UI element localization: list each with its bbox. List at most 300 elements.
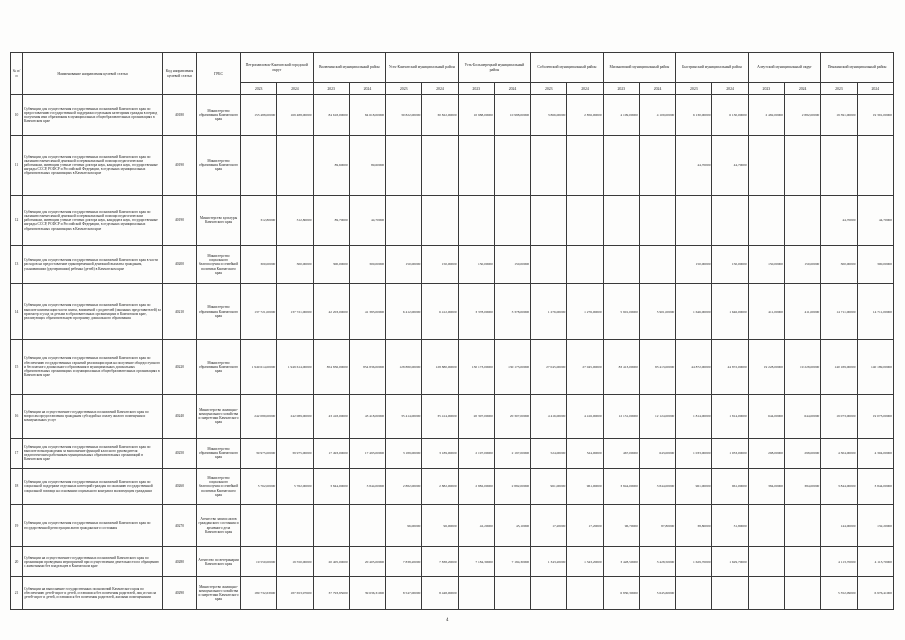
row-value: 17 493,00000 [349, 438, 385, 468]
row-value: 1 814,00000 [676, 394, 712, 438]
row-value: 3 378,00000 [494, 284, 530, 340]
header-region: Петропавловск-Камчатский городской округ [241, 53, 314, 83]
row-value: 3 189,00000 [386, 438, 422, 468]
row-grbs: Агентство по ветеринарии Камчатского края [197, 547, 241, 577]
row-value: 312,80000 [241, 195, 277, 245]
row-value: 242 089,00000 [241, 394, 277, 438]
row-name: Субвенции для осуществления государственных полномочий Камчатского края по предоставлению государственной поддержки отдельным категориям граждан в период получения ими образования в муниципальных общеобразовательных организациях в Камчатском крае [23, 95, 163, 135]
row-value: 6 130,00000 [712, 95, 748, 135]
row-value: 44,70000 [676, 135, 712, 195]
row-value: 7 184,30000 [458, 547, 494, 577]
row-value: 300,00000 [821, 245, 857, 283]
row-value: 20 307,00000 [458, 394, 494, 438]
row-value: 5 645,60000 [639, 577, 675, 609]
row-value: 130 173,00000 [458, 340, 494, 394]
row-value: 7 838,20000 [386, 547, 422, 577]
row-value: 43 418,00000 [349, 394, 385, 438]
header-year: 2023 [748, 83, 784, 95]
row-name: Субвенции на осуществление государственных полномочий Камчатского края по организации проведения мероприятий при осуществлении деятельности по обращению с животными без владельцев в Камчатском крае [23, 547, 163, 577]
row-value: 19 228,00000 [748, 340, 784, 394]
row-value [748, 135, 784, 195]
row-value: 96,00000 [422, 505, 458, 547]
row-value [241, 505, 277, 547]
row-value: 644,00000 [784, 394, 820, 438]
row-value [458, 195, 494, 245]
row-value [422, 195, 458, 245]
row-value: 300,00000 [349, 245, 385, 283]
row-value: 524,00000 [567, 438, 603, 468]
row-value [494, 195, 530, 245]
row-value: 7 184,30000 [494, 547, 530, 577]
row-value: 150,00000 [748, 245, 784, 283]
row-name: Субвенции для осуществления государственных полномочий Камчатского края в части расходов на предоставление единовременной денежной выплаты гражданам, усыновившим (удочерившим) ребенка (детей) в Камчатском крае [23, 245, 163, 283]
row-value: 411,00000 [784, 284, 820, 340]
header-region: Пенжинский муниципальный район [821, 53, 894, 83]
row-code: 40290 [163, 577, 197, 609]
row-code: 40280 [163, 547, 197, 577]
row-value: 27 045,00000 [531, 340, 567, 394]
row-value: 524,00000 [531, 438, 567, 468]
row-value [567, 135, 603, 195]
budget-table [10, 52, 894, 610]
row-value: 4 109,00000 [639, 95, 675, 135]
row-value: 3 844,00000 [349, 468, 385, 504]
header-year: 2023 [676, 83, 712, 95]
row-value: 84 618,00000 [313, 95, 349, 135]
row-value: 44 872,00000 [676, 340, 712, 394]
header-year: 2024 [857, 83, 893, 95]
row-number: 16 [11, 394, 23, 438]
row-code: 40190 [163, 135, 197, 195]
row-value [313, 505, 349, 547]
row-value: 5 762,00000 [241, 468, 277, 504]
row-value: 44,70000 [349, 195, 385, 245]
row-value: 384,00000 [748, 468, 784, 504]
row-value [241, 135, 277, 195]
row-value [277, 135, 313, 195]
row-name: Субвенции на выполнение государственных полномочий Камчатского края по обеспечению детей-сирот и детей, оставшихся без попечения родителей, лиц из числа детей-сирот и детей, оставшихся без попечения родителей, жилыми помещениями [23, 577, 163, 609]
row-value: 1 629,70000 [676, 547, 712, 577]
row-value: 1 343,20000 [567, 547, 603, 577]
row-value: 298,00000 [748, 438, 784, 468]
row-value: 10 988,00000 [494, 95, 530, 135]
row-value: 35 414,00000 [422, 394, 458, 438]
page-number: 4 [446, 618, 449, 623]
row-value: 150,00000 [386, 245, 422, 283]
row-value: 1 629,70000 [712, 547, 748, 577]
row-value: 44 872,00000 [712, 340, 748, 394]
row-value [458, 577, 494, 609]
row-name: Субвенции для осуществления государственных полномочий Камчатского края по оказанию ежемесячной денежной и первоначальной помощи педагогическим работникам, имеющим ученые степени доктора наук, кандидата наук, государственные награды СССР, РСФСР и Российской Федерации, в отдельных муниципальных образовательных организациях в Камчатском крае [23, 195, 163, 245]
header-year: 2024 [349, 83, 385, 95]
row-value [603, 195, 639, 245]
row-value: 1 646,00000 [712, 284, 748, 340]
table-row [11, 95, 894, 135]
row-value [784, 135, 820, 195]
row-value [277, 505, 313, 547]
row-code: 40250 [163, 438, 197, 468]
row-value: 961,00000 [712, 468, 748, 504]
row-value: 4 304,00000 [857, 438, 893, 468]
row-value: 5 352,09000 [821, 577, 857, 609]
row-value: 411,00000 [748, 284, 784, 340]
row-value [676, 577, 712, 609]
row-value: 12 124,00000 [639, 394, 675, 438]
row-value: 20 405,00000 [313, 547, 349, 577]
row-value [712, 577, 748, 609]
row-grbs: Агентство записи актов гражданского состояния и архивного дела Камчатского края [197, 505, 241, 547]
row-value: 300,00000 [313, 245, 349, 283]
row-value: 96,00000 [386, 505, 422, 547]
row-value: 39 975,00000 [241, 438, 277, 468]
row-value: 961,00000 [567, 468, 603, 504]
header-region: Мильковский муниципальный район [603, 53, 676, 83]
row-value: 6 412,00000 [386, 284, 422, 340]
row-value: 89,60000 [313, 135, 349, 195]
row-value: 189 732,63900 [241, 577, 277, 609]
row-value [857, 135, 893, 195]
row-name: Субвенции для осуществления государственных полномочий Камчатского края по государственной регистрации актов гражданского состояния [23, 505, 163, 547]
row-value [603, 135, 639, 195]
header-name: Наименование направления целевой статьи [23, 53, 163, 95]
row-value [748, 577, 784, 609]
row-name: Субвенции для осуществления государственных полномочий Камчатского края по социальной поддержке отдельных категорий граждан по оказанию государственной социальной помощи на основании социального контракта малоимущим гражданам [23, 468, 163, 504]
row-number: 19 [11, 505, 23, 547]
header-year: 2023 [603, 83, 639, 95]
row-value: 19 391,00000 [857, 95, 893, 135]
row-value: 467,00000 [603, 438, 639, 468]
table-row [11, 284, 894, 340]
row-value [386, 195, 422, 245]
row-value: 12 131,00000 [603, 394, 639, 438]
header-code: Код направления целевой статьи [163, 53, 197, 95]
row-value: 19 391,00000 [821, 95, 857, 135]
row-value: 41 383,00000 [349, 284, 385, 340]
row-value: 298,00000 [784, 438, 820, 468]
row-code: 40270 [163, 505, 197, 547]
header-year: 2024 [567, 83, 603, 95]
row-value: 2 197,00000 [458, 438, 494, 468]
row-value: 45,10000 [494, 505, 530, 547]
row-value: 42,20000 [458, 505, 494, 547]
header-region: Усть-Камчатский муниципальный район [386, 53, 459, 83]
row-code: 40220 [163, 340, 197, 394]
row-value [784, 547, 820, 577]
row-value: 300,00000 [857, 245, 893, 283]
row-value: 130 173,00000 [494, 340, 530, 394]
row-value: 132,20000 [857, 505, 893, 547]
table-row [11, 135, 894, 195]
row-value: 169 488,00000 [277, 95, 313, 135]
table-row [11, 195, 894, 245]
row-value: 153 488,00000 [241, 95, 277, 135]
row-value: 89,70000 [313, 195, 349, 245]
row-value: 19 228,00000 [784, 340, 820, 394]
row-value: 144,00000 [821, 505, 857, 547]
row-value [821, 135, 857, 195]
row-value: 1 646,00000 [676, 284, 712, 340]
row-grbs: Министерство образования Камчатского края [197, 340, 241, 394]
header-year: 2023 [313, 83, 349, 95]
row-value: 300,00000 [277, 245, 313, 283]
row-value: 2 197,00000 [494, 438, 530, 468]
row-value: 140 189,00000 [857, 340, 893, 394]
row-number: 20 [11, 547, 23, 577]
row-code: 40200 [163, 245, 197, 283]
row-value [458, 135, 494, 195]
row-value [531, 135, 567, 195]
row-value: 5 901,00000 [639, 284, 675, 340]
row-value: 4 109,00000 [603, 95, 639, 135]
row-value [676, 195, 712, 245]
row-value [712, 195, 748, 245]
row-number: 10 [11, 95, 23, 135]
row-value: 17,20000 [531, 505, 567, 547]
row-value: 3 189,00000 [422, 438, 458, 468]
row-value: 1 033,00000 [712, 438, 748, 468]
row-value: 89,60000 [349, 135, 385, 195]
header-region: Алеутский муниципальный округ [748, 53, 821, 83]
row-value: 854 836,00000 [313, 340, 349, 394]
row-value: 4 416,00000 [567, 394, 603, 438]
header-region: Быстринский муниципальный район [676, 53, 749, 83]
row-value: 4 113,70000 [821, 547, 857, 577]
header-year: 2023 [821, 83, 857, 95]
table-row [11, 340, 894, 394]
row-value [639, 135, 675, 195]
row-value [784, 577, 820, 609]
table-row [11, 505, 894, 547]
row-value: 19 073,00000 [857, 394, 893, 438]
header-region: Вилючинский муниципальный район [313, 53, 386, 83]
row-grbs: Министерство образования Камчатского края [197, 284, 241, 340]
table-row [11, 547, 894, 577]
row-value: 3 844,00000 [603, 468, 639, 504]
row-value: 27 045,00000 [567, 340, 603, 394]
row-value: 6 976,41000 [857, 577, 893, 609]
row-value: 150,00000 [494, 245, 530, 283]
header-year: 2023 [386, 83, 422, 95]
row-value: 14 711,00000 [857, 284, 893, 340]
row-code: 40190 [163, 195, 197, 245]
row-value [531, 195, 567, 245]
row-value: 3 378,00000 [458, 284, 494, 340]
row-value: 19 073,00000 [821, 394, 857, 438]
row-name: Субвенции для осуществления государственных полномочий Камчатского края по оказанию ежемесячной денежной и первоначальной помощи педагогическим работникам, имеющим ученые степени доктора наук, кандидата наук, государственные награды СССР, РСФСР и Российской Федерации, в отдельных муниципальных образовательных организациях в Камчатском крае [23, 135, 163, 195]
header-number: № п/п [11, 53, 23, 95]
row-value [639, 195, 675, 245]
row-value: 140 189,00000 [821, 340, 857, 394]
row-number: 18 [11, 468, 23, 504]
row-grbs: Министерство образования Камчатского края [197, 135, 241, 195]
row-value: 3 428,50000 [603, 547, 639, 577]
row-code: 40210 [163, 284, 197, 340]
row-value [567, 195, 603, 245]
row-value: 6 130,00000 [676, 95, 712, 135]
row-value: 10 988,00000 [458, 95, 494, 135]
row-value: 150,00000 [676, 245, 712, 283]
row-value: 5 762,00000 [277, 468, 313, 504]
row-value [531, 245, 567, 283]
row-value [494, 135, 530, 195]
row-value: 137 721,00000 [277, 284, 313, 340]
row-value: 3 844,00000 [313, 468, 349, 504]
row-value: 5 901,00000 [603, 284, 639, 340]
row-value: 150,00000 [784, 245, 820, 283]
row-value [386, 135, 422, 195]
header-year: 2024 [712, 83, 748, 95]
row-value: 39 636,31000 [349, 577, 385, 609]
row-grbs: Министерство образования Камчатского края [197, 438, 241, 468]
row-number: 14 [11, 284, 23, 340]
row-number: 12 [11, 195, 23, 245]
row-grbs: Министерство жилищно-коммунального хозяйства и энергетики Камчатского края [197, 577, 241, 609]
row-value: 30 822,00000 [422, 95, 458, 135]
row-value: 3 844,00000 [639, 468, 675, 504]
row-value: 42 203,00000 [313, 284, 349, 340]
header-year: 2024 [277, 83, 313, 95]
row-value: 2 882,00000 [386, 468, 422, 504]
row-value: 187 653,97600 [277, 577, 313, 609]
row-value: 1 949 614,00000 [241, 340, 277, 394]
row-value: 6 830,30000 [603, 577, 639, 609]
row-code: 40260 [163, 468, 197, 504]
row-grbs: Министерство социального благополучия и семейной политики Камчатского края [197, 468, 241, 504]
row-value: 43 418,00000 [313, 394, 349, 438]
row-number: 17 [11, 438, 23, 468]
row-value: 96,70000 [603, 505, 639, 547]
row-name: Субвенции для осуществления государственных полномочий Камчатского края по выплате вознаграждения за выполнение функций классного руководителя педагогическим работникам муниципальных образовательных организаций в Камчатском крае [23, 438, 163, 468]
row-value: 17,20000 [567, 505, 603, 547]
header-grbs: ГРБС [197, 53, 241, 95]
row-value: 4 304,00000 [821, 438, 857, 468]
row-value: 37 793,85000 [313, 577, 349, 609]
row-number: 11 [11, 135, 23, 195]
row-value: 19 550,00000 [277, 547, 313, 577]
row-name: Субвенции для осуществления государственных полномочий Камчатского края по обеспечению государственных гарантий реализации прав на получение общедоступного и бесплатного дошкольного образования в муниципальных дошкольных образовательных организациях и муниципальных общеобразовательных организациях в Камчатском крае [23, 340, 163, 394]
row-value [748, 547, 784, 577]
row-number: 21 [11, 577, 23, 609]
table-header-row [11, 53, 894, 83]
row-value: 7 838,20000 [422, 547, 458, 577]
row-value: 44,70000 [857, 195, 893, 245]
row-value: 2 882,00000 [422, 468, 458, 504]
row-code: 40180 [163, 95, 197, 135]
row-value: 854 836,00000 [349, 340, 385, 394]
row-value: 312,80000 [277, 195, 313, 245]
row-value: 3 428,50000 [639, 547, 675, 577]
row-value: 644,00000 [748, 394, 784, 438]
row-value: 20 307,00000 [494, 394, 530, 438]
row-value [603, 245, 639, 283]
row-grbs: Министерство социального благополучия и семейной политики Камчатского края [197, 245, 241, 283]
row-number: 15 [11, 340, 23, 394]
row-number: 13 [11, 245, 23, 283]
header-year: 2023 [531, 83, 567, 95]
row-value: 961,00000 [531, 468, 567, 504]
row-value [531, 577, 567, 609]
table-row [11, 245, 894, 283]
row-value: 30 822,00000 [386, 95, 422, 135]
row-value: 6 412,00000 [422, 284, 458, 340]
row-value: 35 414,00000 [386, 394, 422, 438]
table-row [11, 468, 894, 504]
row-value: 14 711,00000 [821, 284, 857, 340]
header-region: Усть-Большерецкий муниципальный район [458, 53, 531, 83]
row-value [567, 245, 603, 283]
row-value: 83 413,00000 [639, 340, 675, 394]
row-value: 19 550,00000 [241, 547, 277, 577]
row-value: 2 482,00000 [748, 95, 784, 135]
row-grbs: Министерство образования Камчатского края [197, 95, 241, 135]
header-year: 2024 [494, 83, 530, 95]
row-value: 17 493,00000 [313, 438, 349, 468]
row-value: 1 814,00000 [712, 394, 748, 438]
header-year: 2024 [639, 83, 675, 95]
row-value [494, 577, 530, 609]
row-value: 1 033,00000 [676, 438, 712, 468]
row-value: 31,80000 [712, 505, 748, 547]
row-value: 8 547,00000 [386, 577, 422, 609]
table-row [11, 394, 894, 438]
row-value: 961,00000 [676, 468, 712, 504]
row-code: 40240 [163, 394, 197, 438]
header-year: 2023 [458, 83, 494, 95]
row-value: 3 844,00000 [821, 468, 857, 504]
row-value: 1 343,20000 [531, 547, 567, 577]
row-value [784, 195, 820, 245]
row-value: 137 721,00000 [241, 284, 277, 340]
row-grbs: Министерство жилищно-коммунального хозяйства и энергетики Камчатского края [197, 394, 241, 438]
row-value: 87,80000 [639, 505, 675, 547]
row-name: Субвенции для осуществления государственных полномочий Камчатского края по выплате компенсации части платы, взимаемой с родителей (законных представителей) за присмотр и уход за детьми в образовательных организациях в Камчатском крае, реализующих образовательную программу дошкольного образования [23, 284, 163, 340]
row-value: 643,00000 [639, 438, 675, 468]
row-value: 2 882,00000 [784, 95, 820, 135]
row-value: 150,00000 [458, 245, 494, 283]
header-region: Соболевский муниципальный район [531, 53, 604, 83]
header-year: 2024 [784, 83, 820, 95]
row-value: 2 882,00000 [458, 468, 494, 504]
row-value: 150,00000 [422, 245, 458, 283]
header-year: 2023 [241, 83, 277, 95]
row-name: Субвенции на осуществление государственных полномочий Камчатского края по вопросам предоставления гражданам субсидий на оплату жилого помещения и коммунальных услуг [23, 394, 163, 438]
row-value: 20 405,00000 [349, 547, 385, 577]
row-value [784, 505, 820, 547]
row-value: 39 975,00000 [277, 438, 313, 468]
row-value: 3 866,00000 [531, 95, 567, 135]
row-value: 150,00000 [712, 245, 748, 283]
row-value: 83 413,00000 [603, 340, 639, 394]
row-value [349, 505, 385, 547]
row-value: 128 880,00000 [422, 340, 458, 394]
row-value: 4 416,00000 [531, 394, 567, 438]
table-row [11, 577, 894, 609]
row-value: 44,70000 [712, 135, 748, 195]
row-value: 242 089,00000 [277, 394, 313, 438]
row-value [748, 195, 784, 245]
row-value: 84 618,00000 [349, 95, 385, 135]
row-value: 2 882,00000 [494, 468, 530, 504]
row-value: 128 880,00000 [386, 340, 422, 394]
row-value [748, 505, 784, 547]
row-value [567, 577, 603, 609]
row-value [422, 135, 458, 195]
row-value: 1 949 614,00000 [277, 340, 313, 394]
row-value: 44,70000 [821, 195, 857, 245]
row-value [639, 245, 675, 283]
row-value: 8 448,00000 [422, 577, 458, 609]
row-grbs: Министерство культуры Камчатского края [197, 195, 241, 245]
